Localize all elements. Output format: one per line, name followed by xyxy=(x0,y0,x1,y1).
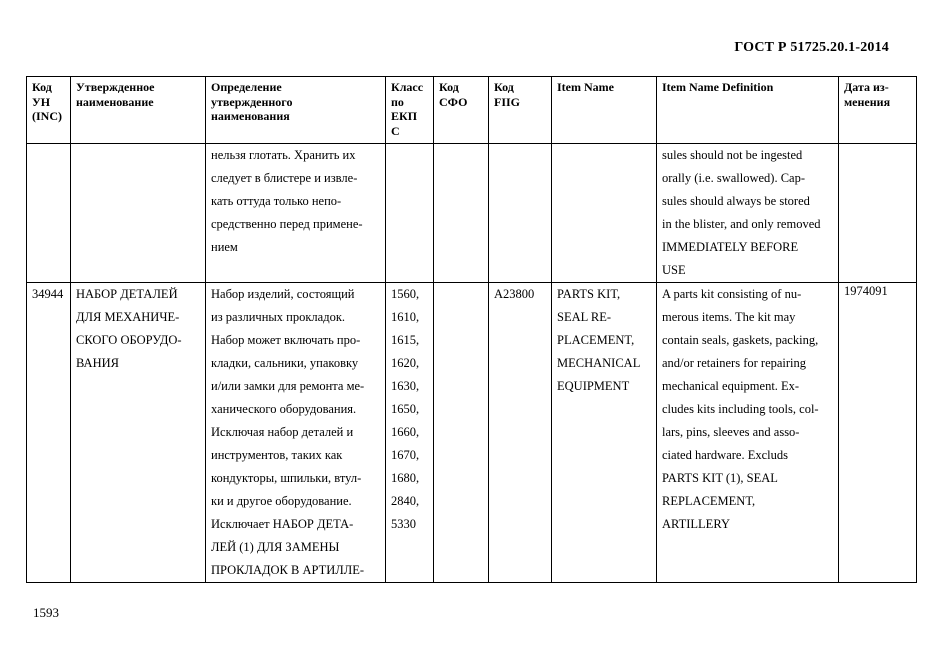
document-code: ГОСТ Р 51725.20.1-2014 xyxy=(734,40,889,55)
cell-class xyxy=(386,144,434,283)
cell-line: 1680, xyxy=(391,471,420,485)
cell-line: USE xyxy=(662,263,686,277)
cell-line: кать оттуда только непо- xyxy=(211,194,342,208)
cell-item-name xyxy=(552,283,657,583)
col-header-change-date: Дата из- менения xyxy=(839,77,917,144)
cell-line: contain seals, gaskets, packing, xyxy=(662,333,819,347)
cell-inc: 34944 xyxy=(27,283,71,583)
cell-line: средственно перед примене- xyxy=(211,217,363,231)
cell-line: 1630, xyxy=(391,379,420,393)
cell-approved-name xyxy=(71,283,206,583)
cell-line: Исключая набор деталей и xyxy=(211,425,354,439)
col-header-item-definition: Item Name Definition xyxy=(657,77,839,144)
cell-line: нельзя глотать. Хранить их xyxy=(211,148,356,162)
table-row xyxy=(27,144,917,283)
cell-line: 1610, xyxy=(391,310,420,324)
cell-line: 5330 xyxy=(391,517,416,531)
catalog-table xyxy=(26,76,917,583)
page-number: 1593 xyxy=(33,605,59,620)
cell-line: ARTILLERY xyxy=(662,517,730,531)
cell-line: 1650, xyxy=(391,402,420,416)
cell-line: PARTS KIT (1), SEAL xyxy=(662,471,778,485)
cell-line: 1615, xyxy=(391,333,420,347)
cell-line: НАБОР ДЕТАЛЕЙ xyxy=(76,287,178,301)
col-header-sfo: Код СФО xyxy=(434,77,489,144)
cell-class xyxy=(386,283,434,583)
cell-line: 1670, xyxy=(391,448,420,462)
cell-line: Набор может включать про- xyxy=(211,333,361,347)
cell-line: ВАНИЯ xyxy=(76,356,119,370)
col-header-inc: Код УН (INC) xyxy=(27,77,71,144)
cell-line: 1560, xyxy=(391,287,420,301)
col-header-approved-name: Утвержденное наименование xyxy=(71,77,206,144)
cell-approved-name xyxy=(71,144,206,283)
cell-definition-en xyxy=(657,144,839,283)
cell-line: кондукторы, шпильки, втул- xyxy=(211,471,362,485)
cell-line: sules should not be ingested xyxy=(662,148,803,162)
cell-line: 1660, xyxy=(391,425,420,439)
cell-inc xyxy=(27,144,71,283)
cell-line: in the blister, and only removed xyxy=(662,217,821,231)
cell-line: СКОГО ОБОРУДО- xyxy=(76,333,182,347)
col-header-fiig: Код FIIG xyxy=(489,77,552,144)
cell-line: кладки, сальники, упаковку xyxy=(211,356,359,370)
cell-fiig xyxy=(489,144,552,283)
cell-line: A parts kit consisting of nu- xyxy=(662,287,802,301)
cell-line: lars, pins, sleeves and asso- xyxy=(662,425,800,439)
cell-line: SEAL RE- xyxy=(557,310,612,324)
cell-change-date xyxy=(839,144,917,283)
cell-line: ЛЕЙ (1) ДЛЯ ЗАМЕНЫ xyxy=(211,540,340,554)
cell-change-date: 1974091 xyxy=(839,283,917,583)
col-header-definition: Определение утвержденного наименования xyxy=(206,77,386,144)
cell-line: ДЛЯ МЕХАНИЧЕ- xyxy=(76,310,180,324)
cell-line: cludes kits including tools, col- xyxy=(662,402,819,416)
cell-item-name xyxy=(552,144,657,283)
cell-line: PARTS KIT, xyxy=(557,287,621,301)
cell-line: Исключает НАБОР ДЕТА- xyxy=(211,517,354,531)
cell-line: merous items. The kit may xyxy=(662,310,796,324)
cell-line: ciated hardware. Excluds xyxy=(662,448,788,462)
cell-line: REPLACEMENT, xyxy=(662,494,756,508)
cell-line: инструментов, таких как xyxy=(211,448,343,462)
cell-sfo xyxy=(434,283,489,583)
cell-fiig: A23800 xyxy=(489,283,552,583)
cell-line: IMMEDIATELY BEFORE xyxy=(662,240,799,254)
cell-definition-ru xyxy=(206,144,386,283)
cell-line: 2840, xyxy=(391,494,420,508)
col-header-class: Класс по ЕКП С xyxy=(386,77,434,144)
cell-line: из различных прокладок. xyxy=(211,310,346,324)
cell-line: и/или замки для ремонта ме- xyxy=(211,379,365,393)
cell-line: EQUIPMENT xyxy=(557,379,630,393)
cell-line: MECHANICAL xyxy=(557,356,641,370)
cell-line: sules should always be stored xyxy=(662,194,810,208)
cell-sfo xyxy=(434,144,489,283)
cell-line: ханического оборудования. xyxy=(211,402,357,416)
cell-line: нием xyxy=(211,240,238,254)
col-header-item-name: Item Name xyxy=(552,77,657,144)
cell-definition-ru xyxy=(206,283,386,583)
cell-line: Набор изделий, состоящий xyxy=(211,287,355,301)
table-row xyxy=(27,283,917,583)
cell-definition-en xyxy=(657,283,839,583)
cell-line: orally (i.e. swallowed). Cap- xyxy=(662,171,806,185)
cell-line: PLACEMENT, xyxy=(557,333,635,347)
cell-line: 1620, xyxy=(391,356,420,370)
cell-line: mechanical equipment. Ex- xyxy=(662,379,800,393)
cell-line: ПРОКЛАДОК В АРТИЛЛЕ- xyxy=(211,563,365,577)
cell-line: следует в блистере и извле- xyxy=(211,171,358,185)
cell-line: ки и другое оборудование. xyxy=(211,494,352,508)
cell-line: and/or retainers for repairing xyxy=(662,356,807,370)
header-row xyxy=(27,77,917,144)
